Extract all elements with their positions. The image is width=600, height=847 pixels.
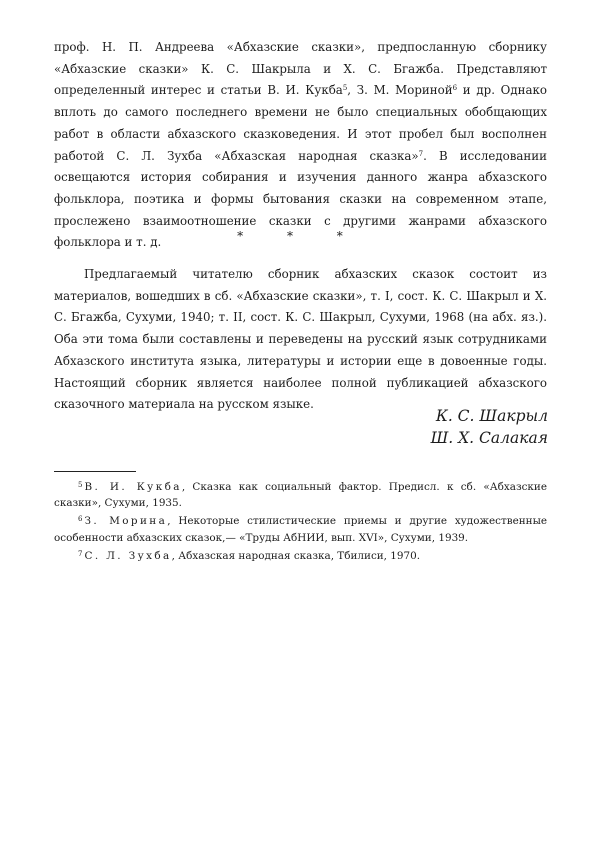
paragraph1-text-d: . В исследовании освещаются история собирания и изучения данного жанра абхазского фольклора, поэтика и формы бытования сказки на современном этапе, прослежено взаимоотношение сказки с другими жанрами абхазского фольклора и т. д.	[54, 148, 547, 250]
footnote-ref-5: 5	[342, 84, 348, 93]
footnote-ref-6: 6	[452, 84, 458, 93]
footnote-author: З. Морина	[84, 515, 168, 528]
paragraph1-text-b: , З. М. Мориной	[347, 83, 453, 98]
footnote-text: , Некоторые стилистические приемы и другие художественные особенности абхазских сказок,— «Труды АбНИИ, вып. XVI», Сухуми, 1939.	[54, 515, 547, 544]
footnote-number: 6	[78, 515, 83, 524]
footnote-author: С. Л. Зухба	[84, 549, 172, 562]
paragraph1-text-c: и др. Однако вплоть до самого последнего времени не было специальных обобщающих работ в области абхазского сказковедения. И этот пробел был восполнен работой С. Л. Зухба «Абхазская народная сказка»	[54, 83, 547, 163]
signature-author-1: К. С. Шакрыл	[435, 407, 548, 425]
footnotes	[54, 477, 547, 564]
signature-author-2: Ш. Х. Салакая	[430, 429, 548, 447]
footnote-number: 7	[78, 549, 83, 558]
paragraph-collection-description: Предлагаемый читателю сборник абхазских сказок состоит из материалов, вошедших в сб. «Абхазские сказки», т. I, сост. К. С. Шакрыл и Х. С. Бгажба, Сухуми, 1940; т. II, сост. К. С. Шакрыл, Сухуми, 1968 (на абх. яз.). Оба эти тома были составлены и переведены на русский язык сотрудниками Абхазского института языка, литературы и истории еще в довоенные годы. Настоящий сборник является наиболее полной публикацией абхазского сказочного материала на русском языке.	[54, 267, 547, 412]
footnote-5	[54, 477, 547, 511]
section-separator: * * *	[237, 229, 363, 243]
footnote-divider	[54, 471, 136, 472]
signature-block	[431, 405, 548, 449]
footnote-7	[54, 546, 547, 564]
paragraph1-text-a: проф. Н. П. Андреева «Абхазские сказки», предпосланную сборнику «Абхазские сказки» К. С. Шакрыла и Х. С. Бгажба. Представляют определенный интерес и статьи В. И. Кукба	[54, 40, 547, 98]
footnote-text: , Сказка как социальный фактор. Предисл. к сб. «Абхазские сказки», Сухуми, 1935.	[54, 481, 547, 510]
paragraph-intro-review	[54, 37, 547, 254]
footnote-number: 5	[78, 481, 83, 489]
footnote-ref-7: 7	[418, 149, 424, 158]
footnote-author: В. И. Кукба	[84, 481, 182, 493]
footnote-6	[54, 511, 547, 545]
footnote-text: , Абхазская народная сказка, Тбилиси, 1970.	[171, 549, 421, 562]
